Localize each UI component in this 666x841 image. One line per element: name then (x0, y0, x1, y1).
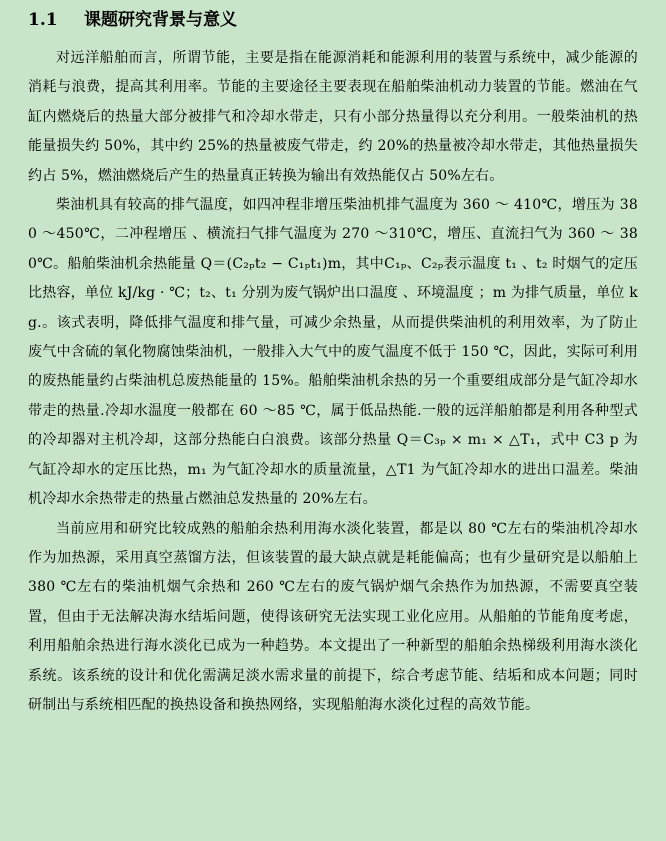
section-number: 1.1 (28, 10, 58, 30)
paragraph-exhaust-and-cooling-heat: 柴油机具有较高的排气温度，如四冲程非增压柴油机排气温度为 360 ～ 410℃，增压为 380 ～450℃，二冲程增压 、横流扫气排气温度为 270 ～310℃，增压、直流扫气为 360 ～ 380℃。船舶柴油机余热能量 Q＝(C₂ₚt₂ − C₁ₚt₁)m，其中C₁ₚ、C₂ₚ表示温度 t₁ 、t₂ 时烟气的定压比热容，单位 kJ/kg · ℃；t₂、t₁ 分别为废气锅炉出口温度 、环境温度 ；m 为排气质量，单位 kg.。该式表明，降低排气温度和排气量，可减少余热量，从而提供柴油机的利用效率，为了防止废气中含硫的氧化物腐蚀柴油机，一般排入大气中的废气温度不低于 150 ℃，因此，实际可利用的废热能量约占柴油机总废热能量的 15%。船舶柴油机余热的另一个重要组成部分是气缸冷却水带走的热量.冷却水温度一般都在 60 ～85 ℃，属于低品热能.一般的远洋船舶都是利用各种型式的冷却器对主机冷却，这部分热能白白浪费。该部分热量 Q＝C₃ₚ × m₁ × △T₁，式中 C3 p 为气缸冷却水的定压比热，m₁ 为气缸冷却水的质量流量，△T1 为气缸冷却水的进出口温差。柴油机冷却水余热带走的热量占燃油总发热量的 20%左右。 (28, 197, 638, 508)
paragraph-desalination-research: 当前应用和研究比较成熟的船舶余热利用海水淡化装置，都是以 80 ℃左右的柴油机冷却水作为加热源，采用真空蒸馏方法，但该装置的最大缺点就是耗能偏高；也有少量研究是以船舶上 380 ℃左右的柴油机烟气余热和 260 ℃左右的废气锅炉烟气余热作为加热源，不需要真空装置，但由于无法解决海水结垢问题，使得该研究无法实现工业化应用。从船舶的节能角度考虑，利用船舶余热进行海水淡化已成为一种趋势。本文提出了一种新型的船舶余热梯级利用海水淡化系统。该系统的设计和优化需满足淡水需求量的前提下，综合考虑节能、结垢和成本问题；同时研制出与系统相匹配的换热设备和换热网络，实现船舶海水淡化过程的高效节能。 (28, 520, 638, 713)
paragraph-energy-saving: 对远洋船舶而言，所谓节能，主要是指在能源消耗和能源利用的装置与系统中，减少能源的消耗与浪费，提高其利用率。节能的主要途径主要表现在船舶柴油机动力装置的节能。燃油在气缸内燃烧后的热量大部分被排气和冷却水带走，只有小部分热量得以充分利用。一般柴油机的热能量损失约 50%，其中约 25%的热量被废气带走，约 20%的热量被冷却水带走，其他热量损失约占 5%，燃油燃烧后产生的热量真正转换为输出有效热能仅占 50%左右。 (28, 50, 638, 184)
section-heading (28, 8, 638, 32)
section-title: 课题研究背景与意义 (84, 10, 237, 30)
page-bottom-fade (0, 829, 666, 841)
